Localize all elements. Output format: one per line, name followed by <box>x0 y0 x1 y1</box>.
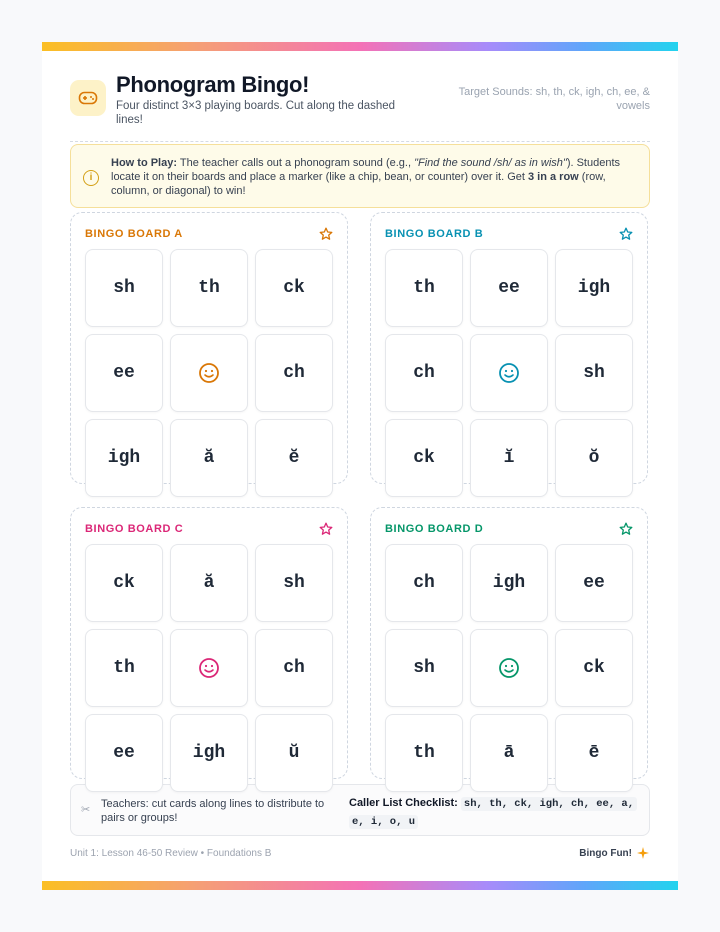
board-title: BINGO BOARD B <box>385 228 484 240</box>
star-icon <box>619 227 633 241</box>
phonogram-cell: ch <box>385 544 463 622</box>
star-icon <box>319 227 333 241</box>
phonogram-cell: sh <box>85 249 163 327</box>
smiley-icon <box>498 657 520 679</box>
star-icon <box>319 522 333 536</box>
footer-brand: Bingo Fun! <box>579 846 650 860</box>
phonogram-cell: igh <box>85 419 163 497</box>
phonogram-cell: ch <box>385 334 463 412</box>
phonogram-cell: ee <box>85 714 163 792</box>
phonogram-cell: ee <box>470 249 548 327</box>
phonogram-cell: th <box>170 249 248 327</box>
lesson-label: Unit 1: Lesson 46-50 Review • Foundations B <box>70 848 272 859</box>
phonogram-cell: ck <box>85 544 163 622</box>
free-space-cell <box>470 334 548 412</box>
bottom-gradient-bar <box>42 881 678 890</box>
board-title: BINGO BOARD D <box>385 523 484 535</box>
phonogram-cell: sh <box>555 334 633 412</box>
phonogram-cell: sh <box>385 629 463 707</box>
phonogram-cell: th <box>385 714 463 792</box>
phonogram-cell: ck <box>255 249 333 327</box>
phonogram-cell: sh <box>255 544 333 622</box>
phonogram-cell: ă <box>170 544 248 622</box>
target-sounds: Target Sounds: sh, th, ck, igh, ch, ee, & vowels <box>458 86 650 112</box>
free-space-cell <box>470 629 548 707</box>
phonogram-cell: ee <box>85 334 163 412</box>
gamepad-icon <box>70 80 106 116</box>
phonogram-cell: ch <box>255 629 333 707</box>
phonogram-cell: ĭ <box>470 419 548 497</box>
board-title: BINGO BOARD C <box>85 523 184 535</box>
smiley-icon <box>198 362 220 384</box>
page-title: Phonogram Bingo! <box>116 72 310 97</box>
phonogram-cell: igh <box>470 544 548 622</box>
bingo-board <box>370 212 648 484</box>
phonogram-cell: ă <box>170 419 248 497</box>
how-to-play-box <box>70 144 650 208</box>
caller-checklist <box>349 795 645 831</box>
phonogram-cell: ŏ <box>555 419 633 497</box>
free-space-cell <box>170 334 248 412</box>
checklist-items-1: sh, th, ck, igh, ch, ee, a, <box>461 797 637 811</box>
top-gradient-bar <box>42 42 678 51</box>
cut-line <box>70 141 650 142</box>
info-icon: i <box>83 170 99 186</box>
phonogram-cell: th <box>385 249 463 327</box>
phonogram-cell: ee <box>555 544 633 622</box>
cut-instructions: Teachers: cut cards along lines to distribute to pairs or groups! <box>101 798 325 824</box>
phonogram-cell: ā <box>470 714 548 792</box>
phonogram-cell: ĕ <box>255 419 333 497</box>
phonogram-cell: ŭ <box>255 714 333 792</box>
checklist-label: Caller List Checklist: <box>349 797 458 809</box>
phonogram-cell: th <box>85 629 163 707</box>
phonogram-cell: ē <box>555 714 633 792</box>
bingo-board <box>70 507 348 779</box>
page-subtitle: Four distinct 3×3 playing boards. Cut along the dashed lines! <box>116 100 396 126</box>
phonogram-cell: ch <box>255 334 333 412</box>
board-title: BINGO BOARD A <box>85 228 183 240</box>
bingo-board <box>70 212 348 484</box>
checklist-items-2: e, i, o, u <box>349 815 418 829</box>
smiley-icon <box>198 657 220 679</box>
bingo-board <box>370 507 648 779</box>
smiley-icon <box>498 362 520 384</box>
phonogram-cell: igh <box>555 249 633 327</box>
scissors-icon: ✂ <box>81 804 91 816</box>
worksheet-page <box>42 42 678 890</box>
star-icon <box>619 522 633 536</box>
how-to-play-text: How to Play: The teacher calls out a phonogram sound (e.g., "Find the sound /sh/ as in wish"). Students locate it on their boards and place a marker (like a chip, bean, or counter) over it. Get 3 in a row (row, column, or diagonal) to win! <box>111 157 621 197</box>
phonogram-cell: igh <box>170 714 248 792</box>
free-space-cell <box>170 629 248 707</box>
header <box>70 72 650 140</box>
phonogram-cell: ck <box>555 629 633 707</box>
sparkle-icon <box>636 846 650 860</box>
phonogram-cell: ck <box>385 419 463 497</box>
